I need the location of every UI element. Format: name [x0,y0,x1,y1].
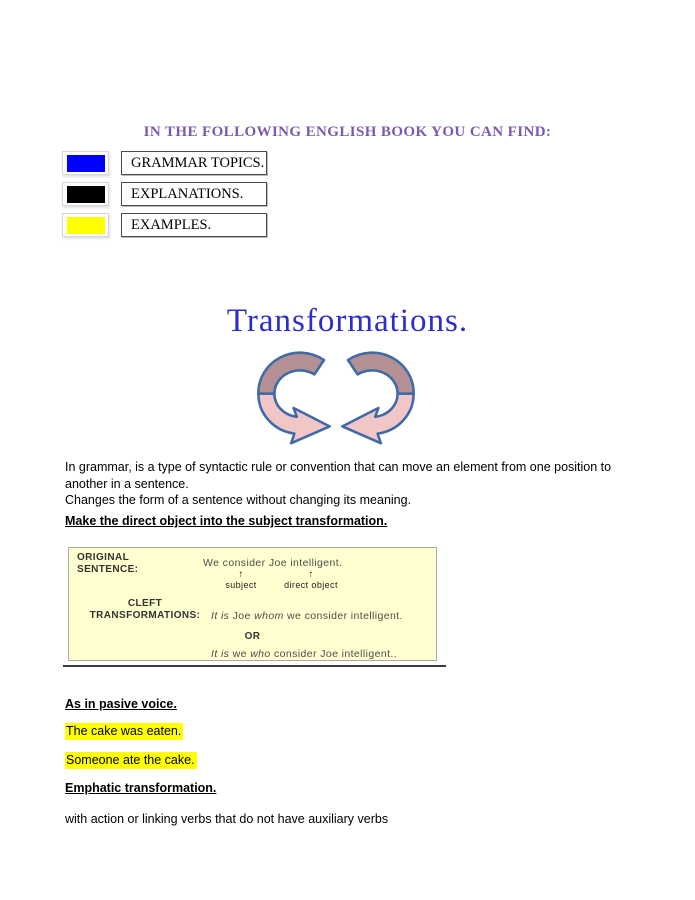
or-label: OR [244,631,261,642]
footer-note: with action or linking verbs that do not have auxiliary verbs [65,812,389,826]
highlighted-example-passive: The cake was eaten. [66,724,182,738]
legend-label-grammar-topics: GRAMMAR TOPICS. [121,151,267,175]
legend-row-explanations [62,182,267,206]
original-sentence-text: We consider Joe intelligent. [203,557,343,569]
legend-row-grammar-topics [62,151,267,175]
cycle-arrows-graphic [256,344,416,453]
color-swatch-blue [62,151,109,175]
heading-passive-voice: As in pasive voice. [65,697,177,711]
yellow-swatch-fill [67,217,105,234]
original-sentence-label: ORIGINAL SENTENCE: [77,552,139,575]
page-title: IN THE FOLLOWING ENGLISH BOOK YOU CAN FIND: [143,124,552,140]
color-swatch-yellow [62,213,109,237]
legend-label-examples: EXAMPLES. [121,213,267,237]
blue-swatch-fill [67,155,105,172]
intro-line-1: In grammar, is a type of syntactic rule or convention that can move an element from one position to another in a sentence. [65,460,612,491]
intro-paragraph [65,459,640,509]
highlighted-example-active: Someone ate the cake. [66,753,195,767]
right-cycle-arrow-icon [342,353,413,444]
intro-line-2: Changes the form of a sentence without changing its meaning. [65,493,412,507]
cleft-sentence-1: It is Joe whom we consider intelligent. [211,610,403,622]
up-arrow-icon: ↑ [308,569,314,580]
left-cycle-arrow-icon [258,353,329,444]
color-swatch-black [62,182,109,206]
subject-label: subject [225,580,257,590]
black-swatch-fill [67,186,105,203]
horizontal-rule [63,665,446,667]
example-box [68,547,437,661]
legend-row-examples [62,213,267,237]
document-title: Transformations. [226,303,469,339]
direct-object-marker [276,570,346,591]
subject-marker [206,570,276,591]
cleft-sentence-2: It is we who consider Joe intelligent.. [211,648,398,660]
heading-direct-object-transformation: Make the direct object into the subject transformation. [65,514,388,528]
legend-label-explanations: EXPLANATIONS. [121,182,267,206]
legend [62,151,267,244]
direct-object-label: direct object [284,580,338,590]
up-arrow-icon: ↑ [238,569,244,580]
cleft-transformations-label: CLEFT TRANSFORMATIONS: [89,598,201,621]
heading-emphatic-transformation: Emphatic transformation. [65,781,217,795]
